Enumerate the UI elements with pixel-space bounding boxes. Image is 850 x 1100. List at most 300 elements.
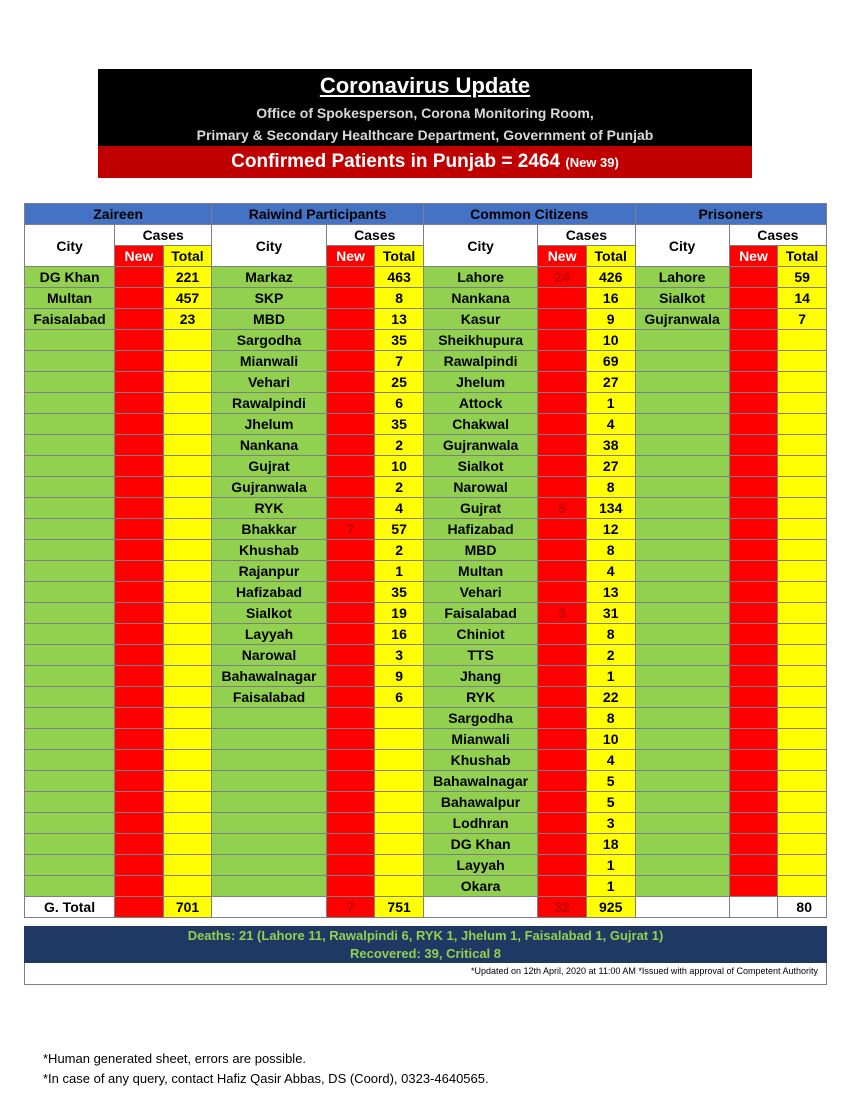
prisoners-new-cell <box>729 519 778 540</box>
prisoners-new-cell <box>729 330 778 351</box>
citizens-blank <box>423 897 537 918</box>
prisoners-total-cell <box>778 624 827 645</box>
table-row <box>25 309 827 330</box>
table-row <box>25 351 827 372</box>
raiwind-new-cell <box>326 582 375 603</box>
raiwind-new-cell <box>326 750 375 771</box>
citizens-city-cell: Faisalabad <box>423 603 537 624</box>
prisoners-city-cell <box>635 708 729 729</box>
citizens-total-cell: 4 <box>586 561 635 582</box>
table-row <box>25 603 827 624</box>
raiwind-new-cell <box>326 498 375 519</box>
raiwind-city-cell: Bhakkar <box>212 519 326 540</box>
prisoners-total-cell <box>778 414 827 435</box>
citizens-total-cell: 8 <box>586 477 635 498</box>
deaths-summary: Deaths: 21 (Lahore 11, Rawalpindi 6, RYK 1, Jhelum 1, Faisalabad 1, Gujrat 1) <box>187 928 664 943</box>
confirmed-new-count: (New 39) <box>565 155 619 170</box>
zaireen-total-cell <box>163 393 212 414</box>
table-row <box>25 288 827 309</box>
zaireen-total-cell <box>163 330 212 351</box>
confirmed-patients-banner <box>98 146 752 178</box>
prisoners-new-cell <box>729 561 778 582</box>
citizens-total-cell: 426 <box>586 267 635 288</box>
prisoners-city-cell <box>635 351 729 372</box>
prisoners-total-cell <box>778 498 827 519</box>
zaireen-total-cell <box>163 498 212 519</box>
citizens-city-cell: MBD <box>423 540 537 561</box>
table-row <box>25 330 827 351</box>
citizens-city-cell: Narowal <box>423 477 537 498</box>
citizens-new-cell <box>538 729 587 750</box>
citizens-total-cell: 1 <box>586 855 635 876</box>
raiwind-total-cell <box>375 750 424 771</box>
col-cases: Cases <box>326 225 423 246</box>
prisoners-total-cell <box>778 687 827 708</box>
zaireen-total-cell <box>163 435 212 456</box>
prisoners-total-cell <box>778 372 827 393</box>
raiwind-city-cell: Vehari <box>212 372 326 393</box>
zaireen-total-cell <box>163 687 212 708</box>
raiwind-total-cell <box>375 708 424 729</box>
zaireen-new-cell <box>115 330 164 351</box>
citizens-new-cell <box>538 372 587 393</box>
group-header-row <box>25 204 827 225</box>
prisoners-city-cell <box>635 519 729 540</box>
zaireen-new-cell <box>115 414 164 435</box>
col-cases: Cases <box>115 225 212 246</box>
prisoners-new-cell <box>729 351 778 372</box>
zaireen-city-cell <box>25 477 115 498</box>
raiwind-new-cell <box>326 687 375 708</box>
zaireen-new-cell <box>115 750 164 771</box>
citizens-new-cell <box>538 834 587 855</box>
prisoners-new-cell <box>729 687 778 708</box>
citizens-total-cell: 16 <box>586 288 635 309</box>
zaireen-total-cell <box>163 624 212 645</box>
citizens-new-cell <box>538 393 587 414</box>
citizens-city-cell: Jhelum <box>423 372 537 393</box>
col-total: Total <box>375 246 424 267</box>
citizens-new-cell <box>538 876 587 897</box>
zaireen-city-cell <box>25 813 115 834</box>
zaireen-total-cell: 23 <box>163 309 212 330</box>
raiwind-new-cell <box>326 351 375 372</box>
citizens-city-cell: Gujranwala <box>423 435 537 456</box>
citizens-city-cell: Layyah <box>423 855 537 876</box>
raiwind-city-cell: Gujrat <box>212 456 326 477</box>
citizens-new-cell <box>538 435 587 456</box>
raiwind-city-cell: Bahawalnagar <box>212 666 326 687</box>
citizens-total-cell: 13 <box>586 582 635 603</box>
prisoners-total-cell <box>778 519 827 540</box>
zaireen-new-cell <box>115 624 164 645</box>
prisoners-total-cell <box>778 645 827 666</box>
prisoners-city-cell <box>635 666 729 687</box>
group-zaireen: Zaireen <box>25 204 212 225</box>
table-row <box>25 729 827 750</box>
grand-total-row <box>25 897 827 918</box>
citizens-new-cell <box>538 666 587 687</box>
table-row <box>25 498 827 519</box>
prisoners-city-cell <box>635 456 729 477</box>
raiwind-city-cell <box>212 834 326 855</box>
raiwind-city-cell: Khushab <box>212 540 326 561</box>
citizens-city-cell: Khushab <box>423 750 537 771</box>
prisoners-city-cell <box>635 330 729 351</box>
prisoners-new-cell <box>729 477 778 498</box>
citizens-new-cell: 5 <box>538 498 587 519</box>
zaireen-grand-total: 701 <box>163 897 212 918</box>
raiwind-blank <box>212 897 326 918</box>
table-row <box>25 477 827 498</box>
prisoners-total-cell <box>778 876 827 897</box>
citizens-city-cell: Lodhran <box>423 813 537 834</box>
raiwind-total-cell: 2 <box>375 540 424 561</box>
zaireen-total-cell <box>163 414 212 435</box>
raiwind-total-cell: 35 <box>375 330 424 351</box>
citizens-city-cell: Sargodha <box>423 708 537 729</box>
citizens-new-cell: 3 <box>538 603 587 624</box>
raiwind-total-cell: 19 <box>375 603 424 624</box>
footnote-contact: *In case of any query, contact Hafiz Qasir Abbas, DS (Coord), 0323-4640565. <box>43 1071 489 1086</box>
prisoners-city-cell <box>635 876 729 897</box>
prisoners-total-cell <box>778 771 827 792</box>
raiwind-city-cell: Nankana <box>212 435 326 456</box>
col-cases: Cases <box>538 225 635 246</box>
zaireen-new-cell <box>115 729 164 750</box>
raiwind-new-cell <box>326 876 375 897</box>
raiwind-new-cell: 7 <box>326 519 375 540</box>
prisoners-city-cell <box>635 435 729 456</box>
raiwind-total-cell: 2 <box>375 477 424 498</box>
zaireen-total-cell <box>163 477 212 498</box>
citizens-city-cell: RYK <box>423 687 537 708</box>
zaireen-city-cell <box>25 708 115 729</box>
subtitle-office: Office of Spokesperson, Corona Monitoring Room, <box>98 102 752 124</box>
zaireen-city-cell <box>25 519 115 540</box>
zaireen-total-cell <box>163 540 212 561</box>
zaireen-city-cell <box>25 435 115 456</box>
raiwind-new-total: 7 <box>326 897 375 918</box>
citizens-city-cell: Multan <box>423 561 537 582</box>
prisoners-new-cell <box>729 729 778 750</box>
zaireen-new-cell <box>115 855 164 876</box>
prisoners-new-cell <box>729 582 778 603</box>
citizens-city-cell: DG Khan <box>423 834 537 855</box>
footnote-disclaimer: *Human generated sheet, errors are possible. <box>43 1051 307 1066</box>
citizens-city-cell: Okara <box>423 876 537 897</box>
zaireen-city-cell <box>25 876 115 897</box>
citizens-total-cell: 5 <box>586 771 635 792</box>
citizens-total-cell: 27 <box>586 372 635 393</box>
zaireen-total-cell <box>163 519 212 540</box>
deaths-recovered-banner <box>24 926 827 963</box>
zaireen-total-cell <box>163 855 212 876</box>
raiwind-total-cell: 2 <box>375 435 424 456</box>
citizens-city-cell: Hafizabad <box>423 519 537 540</box>
raiwind-total-cell: 10 <box>375 456 424 477</box>
zaireen-new-cell <box>115 792 164 813</box>
citizens-new-cell <box>538 288 587 309</box>
prisoners-total-cell <box>778 561 827 582</box>
zaireen-total-cell <box>163 708 212 729</box>
table-row <box>25 792 827 813</box>
table-body <box>25 267 827 897</box>
raiwind-new-cell <box>326 834 375 855</box>
table-row <box>25 267 827 288</box>
raiwind-new-cell <box>326 393 375 414</box>
prisoners-new-cell <box>729 624 778 645</box>
report-header <box>98 69 752 178</box>
raiwind-city-cell <box>212 771 326 792</box>
citizens-city-cell: Mianwali <box>423 729 537 750</box>
zaireen-new-cell <box>115 309 164 330</box>
citizens-total-cell: 22 <box>586 687 635 708</box>
zaireen-city-cell <box>25 603 115 624</box>
prisoners-city-cell <box>635 414 729 435</box>
table-row <box>25 708 827 729</box>
citizens-total-cell: 69 <box>586 351 635 372</box>
col-total: Total <box>778 246 827 267</box>
raiwind-total-cell <box>375 792 424 813</box>
zaireen-total-cell: 221 <box>163 267 212 288</box>
zaireen-new-cell <box>115 519 164 540</box>
zaireen-city-cell: DG Khan <box>25 267 115 288</box>
table-row <box>25 666 827 687</box>
citizens-city-cell: Vehari <box>423 582 537 603</box>
citizens-new-cell <box>538 309 587 330</box>
raiwind-new-cell <box>326 813 375 834</box>
report-title: Coronavirus Update <box>98 69 752 102</box>
citizens-city-cell: Sheikhupura <box>423 330 537 351</box>
zaireen-city-cell <box>25 645 115 666</box>
raiwind-total-cell: 7 <box>375 351 424 372</box>
table-row <box>25 456 827 477</box>
raiwind-new-cell <box>326 561 375 582</box>
raiwind-city-cell: Hafizabad <box>212 582 326 603</box>
col-city: City <box>212 225 326 267</box>
citizens-total-cell: 4 <box>586 750 635 771</box>
raiwind-new-cell <box>326 771 375 792</box>
raiwind-city-cell: Jhelum <box>212 414 326 435</box>
zaireen-new-cell <box>115 687 164 708</box>
citizens-city-cell: Bahawalpur <box>423 792 537 813</box>
table-row <box>25 561 827 582</box>
subtitle-department: Primary & Secondary Healthcare Department, Government of Punjab <box>98 124 752 146</box>
raiwind-total-cell <box>375 729 424 750</box>
zaireen-city-cell <box>25 624 115 645</box>
prisoners-total-cell <box>778 540 827 561</box>
prisoners-total-cell <box>778 708 827 729</box>
raiwind-total-cell <box>375 813 424 834</box>
prisoners-new-total <box>729 897 778 918</box>
citizens-total-cell: 2 <box>586 645 635 666</box>
citizens-total-cell: 3 <box>586 813 635 834</box>
zaireen-total-cell <box>163 729 212 750</box>
prisoners-total-cell <box>778 729 827 750</box>
raiwind-total-cell: 3 <box>375 645 424 666</box>
raiwind-new-cell <box>326 855 375 876</box>
group-citizens: Common Citizens <box>423 204 635 225</box>
zaireen-total-cell <box>163 582 212 603</box>
prisoners-city-cell: Sialkot <box>635 288 729 309</box>
citizens-total-cell: 9 <box>586 309 635 330</box>
citizens-total-cell: 5 <box>586 792 635 813</box>
prisoners-new-cell <box>729 393 778 414</box>
zaireen-total-cell <box>163 603 212 624</box>
raiwind-city-cell <box>212 750 326 771</box>
table-row <box>25 372 827 393</box>
group-raiwind: Raiwind Participants <box>212 204 424 225</box>
citizens-new-cell <box>538 708 587 729</box>
prisoners-total-cell <box>778 666 827 687</box>
prisoners-total-cell: 7 <box>778 309 827 330</box>
raiwind-city-cell: SKP <box>212 288 326 309</box>
table-row <box>25 414 827 435</box>
raiwind-city-cell <box>212 729 326 750</box>
zaireen-city-cell <box>25 687 115 708</box>
citizens-total-cell: 8 <box>586 708 635 729</box>
col-new: New <box>729 246 778 267</box>
zaireen-city-cell <box>25 834 115 855</box>
zaireen-total-cell <box>163 645 212 666</box>
prisoners-grand-total: 80 <box>778 897 827 918</box>
prisoners-total-cell <box>778 477 827 498</box>
prisoners-city-cell <box>635 582 729 603</box>
table-row <box>25 519 827 540</box>
raiwind-city-cell: Layyah <box>212 624 326 645</box>
raiwind-new-cell <box>326 645 375 666</box>
citizens-new-cell <box>538 771 587 792</box>
prisoners-city-cell <box>635 561 729 582</box>
citizens-total-cell: 8 <box>586 624 635 645</box>
zaireen-new-cell <box>115 561 164 582</box>
citizens-total-cell: 8 <box>586 540 635 561</box>
zaireen-city-cell <box>25 498 115 519</box>
zaireen-new-cell <box>115 456 164 477</box>
raiwind-new-cell <box>326 792 375 813</box>
zaireen-city-cell: Faisalabad <box>25 309 115 330</box>
raiwind-city-cell <box>212 876 326 897</box>
raiwind-total-cell: 25 <box>375 372 424 393</box>
prisoners-city-cell <box>635 603 729 624</box>
prisoners-city-cell <box>635 792 729 813</box>
prisoners-new-cell <box>729 456 778 477</box>
prisoners-new-cell <box>729 309 778 330</box>
prisoners-new-cell <box>729 267 778 288</box>
prisoners-new-cell <box>729 372 778 393</box>
raiwind-new-cell <box>326 666 375 687</box>
prisoners-new-cell <box>729 540 778 561</box>
zaireen-new-cell <box>115 498 164 519</box>
raiwind-new-cell <box>326 372 375 393</box>
zaireen-total-cell <box>163 792 212 813</box>
citizens-city-cell: Jhang <box>423 666 537 687</box>
zaireen-total-cell <box>163 456 212 477</box>
raiwind-city-cell <box>212 813 326 834</box>
citizens-new-cell <box>538 750 587 771</box>
table-row <box>25 834 827 855</box>
raiwind-new-cell <box>326 624 375 645</box>
group-prisoners: Prisoners <box>635 204 826 225</box>
table-row <box>25 645 827 666</box>
raiwind-total-cell: 6 <box>375 393 424 414</box>
zaireen-city-cell <box>25 729 115 750</box>
zaireen-total-cell <box>163 666 212 687</box>
updated-note: *Updated on 12th April, 2020 at 11:00 AM *Issued with approval of Competent Authority <box>470 966 818 976</box>
prisoners-city-cell <box>635 645 729 666</box>
raiwind-total-cell: 35 <box>375 414 424 435</box>
raiwind-city-cell <box>212 708 326 729</box>
zaireen-city-cell <box>25 351 115 372</box>
col-new: New <box>115 246 164 267</box>
raiwind-new-cell <box>326 330 375 351</box>
citizens-total-cell: 18 <box>586 834 635 855</box>
zaireen-city-cell <box>25 456 115 477</box>
citizens-new-cell <box>538 792 587 813</box>
prisoners-new-cell <box>729 771 778 792</box>
zaireen-new-cell <box>115 708 164 729</box>
prisoners-total-cell <box>778 813 827 834</box>
zaireen-total-cell <box>163 561 212 582</box>
prisoners-total-cell <box>778 834 827 855</box>
raiwind-city-cell: Rawalpindi <box>212 393 326 414</box>
prisoners-new-cell <box>729 666 778 687</box>
table-row <box>25 771 827 792</box>
raiwind-new-cell <box>326 309 375 330</box>
prisoners-new-cell <box>729 855 778 876</box>
citizens-city-cell: Bahawalnagar <box>423 771 537 792</box>
raiwind-city-cell: Narowal <box>212 645 326 666</box>
citizens-new-cell <box>538 330 587 351</box>
prisoners-new-cell <box>729 498 778 519</box>
raiwind-total-cell <box>375 855 424 876</box>
citizens-total-cell: 10 <box>586 330 635 351</box>
raiwind-new-cell <box>326 267 375 288</box>
citizens-total-cell: 27 <box>586 456 635 477</box>
raiwind-total-cell: 57 <box>375 519 424 540</box>
zaireen-total-cell <box>163 351 212 372</box>
zaireen-total-cell <box>163 750 212 771</box>
zaireen-new-cell <box>115 666 164 687</box>
zaireen-new-cell <box>115 372 164 393</box>
prisoners-new-cell <box>729 750 778 771</box>
prisoners-new-cell <box>729 792 778 813</box>
cases-table <box>24 203 827 918</box>
raiwind-new-cell <box>326 708 375 729</box>
zaireen-new-cell <box>115 813 164 834</box>
zaireen-city-cell <box>25 855 115 876</box>
prisoners-city-cell <box>635 855 729 876</box>
raiwind-city-cell: Sargodha <box>212 330 326 351</box>
citizens-total-cell: 10 <box>586 729 635 750</box>
subheader-row <box>25 225 827 246</box>
raiwind-city-cell: Mianwali <box>212 351 326 372</box>
citizens-total-cell: 1 <box>586 393 635 414</box>
raiwind-total-cell: 9 <box>375 666 424 687</box>
citizens-city-cell: Gujrat <box>423 498 537 519</box>
prisoners-city-cell <box>635 771 729 792</box>
prisoners-city-cell <box>635 813 729 834</box>
raiwind-total-cell: 13 <box>375 309 424 330</box>
prisoners-total-cell <box>778 582 827 603</box>
zaireen-city-cell <box>25 330 115 351</box>
raiwind-total-cell: 16 <box>375 624 424 645</box>
citizens-total-cell: 4 <box>586 414 635 435</box>
raiwind-city-cell: Sialkot <box>212 603 326 624</box>
raiwind-new-cell <box>326 435 375 456</box>
table-row <box>25 435 827 456</box>
